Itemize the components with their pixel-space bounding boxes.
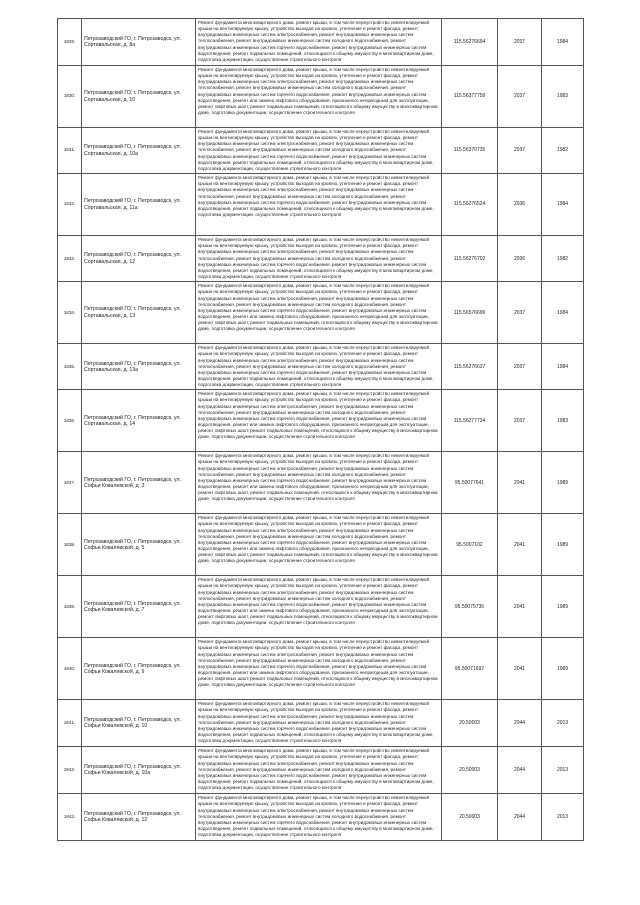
works-description-cell: Ремонт фундамента многоквартирного дома, ремонт крыши, в том числе переустройство невентилируемой крыши на вентилируемую крышу, устройство выходов на кровлю, утепление и ремонт фасада, ремонт внутридомовых инженерных систем электроснабжения, ремонт внутридомовых инженерных систем теплоснабжения, ремонт внутридомовых инженерных систем холодного водоснабжения, ремонт внутридомовых инженерных систем горячего водоснабжения, ремонт внутридомовых инженерных систем водоотведения, ремонт или замена лифтового оборудования, признанного непригодным для эксплуатации, ремонт лифтовых шахт, ремонт подвальных помещений, относящихся к общему имуществу в многоквартирном доме, подготовка документации, осуществление строительного контроля <box>196 576 442 638</box>
build-year-cell: 2013 <box>542 794 584 841</box>
planned-year-cell: 2036 <box>498 236 542 282</box>
planned-year-cell: 2037 <box>498 390 542 452</box>
works-description-cell: Ремонт фундамента многоквартирного дома, ремонт крыши, в том числе переустройство невентилируемой крыши на вентилируемую крышу, устройство выходов на кровлю, утепление и ремонт фасада, ремонт внутридомовых инженерных систем электроснабжения, ремонт внутридомовых инженерных систем теплоснабжения, ремонт внутридомовых инженерных систем холодного водоснабжения, ремонт внутридомовых инженерных систем горячего водоснабжения, ремонт внутридомовых инженерных систем водоотведения, ремонт подвальных помещений, относящихся к общему имуществу в многоквартирном доме, подготовка документации, осуществление строительного контроля <box>196 19 442 66</box>
table-row <box>58 638 584 700</box>
table-row <box>58 514 584 576</box>
address-cell: Петрозаводский ГО, г. Петрозаводск, ул. Сортавальская, д. 11а <box>82 174 196 236</box>
works-description-cell: Ремонт фундамента многоквартирного дома, ремонт крыши, в том числе переустройство невентилируемой крыши на вентилируемую крышу, устройство выходов на кровлю, утепление и ремонт фасада, ремонт внутридомовых инженерных систем электроснабжения, ремонт внутридомовых инженерных систем теплоснабжения, ремонт внутридомовых инженерных систем холодного водоснабжения, ремонт внутридомовых инженерных систем горячего водоснабжения, ремонт внутридомовых инженерных систем водоотведения, ремонт подвальных помещений, относящихся к общему имуществу в многоквартирном доме, подготовка документации, осуществление строительного контроля <box>196 174 442 236</box>
address-cell: Петрозаводский ГО, г. Петрозаводск, ул. Софьи Ковалевской, д. 10а <box>82 747 196 794</box>
planned-year-cell: 2041 <box>498 638 542 700</box>
build-year-cell: 1989 <box>542 452 584 514</box>
row-number: 1840. <box>58 638 82 700</box>
address-cell: Петрозаводский ГО, г. Петрозаводск, ул. Софьи Ковалевской, д. 5 <box>82 514 196 576</box>
address-cell: Петрозаводский ГО, г. Петрозаводск, ул. Софьи Ковалевской, д. 7 <box>82 576 196 638</box>
area-cell: 20.50003 <box>442 700 498 747</box>
table-row <box>58 794 584 841</box>
build-year-cell: 2013 <box>542 747 584 794</box>
works-description-cell: Ремонт фундамента многоквартирного дома, ремонт крыши, в том числе переустройство невентилируемой крыши на вентилируемую крышу, устройство выходов на кровлю, утепление и ремонт фасада, ремонт внутридомовых инженерных систем электроснабжения, ремонт внутридомовых инженерных систем теплоснабжения, ремонт внутридомовых инженерных систем холодного водоснабжения, ремонт внутридомовых инженерных систем горячего водоснабжения, ремонт внутридомовых инженерных систем водоотведения, ремонт или замена лифтового оборудования, признанного непригодным для эксплуатации, ремонт лифтовых шахт, ремонт подвальных помещений, относящихся к общему имуществу в многоквартирном доме, подготовка документации, осуществление строительного контроля <box>196 514 442 576</box>
works-description-cell: Ремонт фундамента многоквартирного дома, ремонт крыши, в том числе переустройство невентилируемой крыши на вентилируемую крышу, устройство выходов на кровлю, утепление и ремонт фасада, ремонт внутридомовых инженерных систем электроснабжения, ремонт внутридомовых инженерных систем теплоснабжения, ремонт внутридомовых инженерных систем холодного водоснабжения, ремонт внутридомовых инженерных систем горячего водоснабжения, ремонт внутридомовых инженерных систем водоотведения, ремонт или замена лифтового оборудования, признанного непригодным для эксплуатации, ремонт лифтовых шахт, ремонт подвальных помещений, относящихся к общему имуществу в многоквартирном доме, подготовка документации, осуществление строительного контроля <box>196 638 442 700</box>
build-year-cell: 1984 <box>542 282 584 344</box>
build-year-cell: 1983 <box>542 66 584 128</box>
table-row <box>58 344 584 390</box>
table-row <box>58 390 584 452</box>
address-cell: Петрозаводский ГО, г. Петрозаводск, ул. Сортавальская, д. 14 <box>82 390 196 452</box>
area-cell: 20.50003 <box>442 794 498 841</box>
address-cell: Петрозаводский ГО, г. Петрозаводск, ул. Софьи Ковалевской, д. 10 <box>82 700 196 747</box>
row-number: 1842. <box>58 747 82 794</box>
works-description-cell: Ремонт фундамента многоквартирного дома, ремонт крыши, в том числе переустройство невентилируемой крыши на вентилируемую крышу, устройство выходов на кровлю, утепление и ремонт фасада, ремонт внутридомовых инженерных систем электроснабжения, ремонт внутридомовых инженерных систем теплоснабжения, ремонт внутридомовых инженерных систем холодного водоснабжения, ремонт внутридомовых инженерных систем горячего водоснабжения, ремонт внутридомовых инженерных систем водоотведения, ремонт подвальных помещений, относящихся к общему имуществу в многоквартирном доме, подготовка документации, осуществление строительного контроля <box>196 700 442 747</box>
area-cell: 115.56276694 <box>442 19 498 66</box>
build-year-cell: 2013 <box>542 700 584 747</box>
document-page <box>57 18 583 841</box>
planned-year-cell: 2044 <box>498 747 542 794</box>
row-number: 1830. <box>58 66 82 128</box>
row-number: 1837. <box>58 452 82 514</box>
table-row <box>58 66 584 128</box>
address-cell: Петрозаводский ГО, г. Петрозаводск, ул. Сортавальская, д. 12 <box>82 236 196 282</box>
row-number: 1831. <box>58 128 82 174</box>
table-row <box>58 19 584 66</box>
table-row <box>58 700 584 747</box>
table-row <box>58 128 584 174</box>
address-cell: Петрозаводский ГО, г. Петрозаводск, ул. Сортавальская, д. 13 <box>82 282 196 344</box>
build-year-cell: 1984 <box>542 344 584 390</box>
area-cell: 95.50077641 <box>442 452 498 514</box>
row-number: 1843. <box>58 794 82 841</box>
works-description-cell: Ремонт фундамента многоквартирного дома, ремонт крыши, в том числе переустройство невентилируемой крыши на вентилируемую крышу, устройство выходов на кровлю, утепление и ремонт фасада, ремонт внутридомовых инженерных систем электроснабжения, ремонт внутридомовых инженерных систем теплоснабжения, ремонт внутридомовых инженерных систем холодного водоснабжения, ремонт внутридомовых инженерных систем горячего водоснабжения, ремонт внутридомовых инженерных систем водоотведения, ремонт подвальных помещений, относящихся к общему имуществу в многоквартирном доме, подготовка документации, осуществление строительного контроля <box>196 747 442 794</box>
build-year-cell: 1984 <box>542 19 584 66</box>
works-description-cell: Ремонт фундамента многоквартирного дома, ремонт крыши, в том числе переустройство невентилируемой крыши на вентилируемую крышу, устройство выходов на кровлю, утепление и ремонт фасада, ремонт внутридомовых инженерных систем электроснабжения, ремонт внутридомовых инженерных систем теплоснабжения, ремонт внутридомовых инженерных систем холодного водоснабжения, ремонт внутридомовых инженерных систем горячего водоснабжения, ремонт внутридомовых инженерных систем водоотведения, ремонт подвальных помещений, относящихся к общему имуществу в многоквартирном доме, подготовка документации, осуществление строительного контроля <box>196 794 442 841</box>
build-year-cell: 1989 <box>542 638 584 700</box>
planned-year-cell: 2044 <box>498 794 542 841</box>
planned-year-cell: 2041 <box>498 452 542 514</box>
address-cell: Петрозаводский ГО, г. Петрозаводск, ул. Сортавальская, д. 13а <box>82 344 196 390</box>
table-row <box>58 174 584 236</box>
planned-year-cell: 2036 <box>498 174 542 236</box>
works-description-cell: Ремонт фундамента многоквартирного дома, ремонт крыши, в том числе переустройство невентилируемой крыши на вентилируемую крышу, устройство выходов на кровлю, утепление и ремонт фасада, ремонт внутридомовых инженерных систем электроснабжения, ремонт внутридомовых инженерных систем теплоснабжения, ремонт внутридомовых инженерных систем холодного водоснабжения, ремонт внутридомовых инженерных систем горячего водоснабжения, ремонт внутридомовых инженерных систем водоотведения, ремонт или замена лифтового оборудования, признанного непригодным для эксплуатации, ремонт лифтовых шахт, ремонт подвальных помещений, относящихся к общему имуществу в многоквартирном доме, подготовка документации, осуществление строительного контроля <box>196 452 442 514</box>
build-year-cell: 1982 <box>542 236 584 282</box>
area-cell: 115.56276524 <box>442 174 498 236</box>
table-row <box>58 576 584 638</box>
row-number: 1833. <box>58 236 82 282</box>
planned-year-cell: 2041 <box>498 514 542 576</box>
planned-year-cell: 2041 <box>498 576 542 638</box>
table-row <box>58 282 584 344</box>
table-row <box>58 236 584 282</box>
row-number: 1829. <box>58 19 82 66</box>
works-description-cell: Ремонт фундамента многоквартирного дома, ремонт крыши, в том числе переустройство невентилируемой крыши на вентилируемую крышу, устройство выходов на кровлю, утепление и ремонт фасада, ремонт внутридомовых инженерных систем электроснабжения, ремонт внутридомовых инженерных систем теплоснабжения, ремонт внутридомовых инженерных систем холодного водоснабжения, ремонт внутридомовых инженерных систем горячего водоснабжения, ремонт внутридомовых инженерных систем водоотведения, ремонт подвальных помещений, относящихся к общему имуществу в многоквартирном доме, подготовка документации, осуществление строительного контроля <box>196 128 442 174</box>
address-cell: Петрозаводский ГО, г. Петрозаводск, ул. Софьи Ковалевской, д. 12 <box>82 794 196 841</box>
area-cell: 95.50071692 <box>442 638 498 700</box>
area-cell: 115.56377759 <box>442 66 498 128</box>
row-number: 1834. <box>58 282 82 344</box>
address-cell: Петрозаводский ГО, г. Петрозаводск, ул. Софьи Ковалевской, д. 9 <box>82 638 196 700</box>
repair-program-table <box>57 18 584 841</box>
address-cell: Петрозаводский ГО, г. Петрозаводск, ул. Сортавальская, д. 10 <box>82 66 196 128</box>
area-cell: 95.5007102 <box>442 514 498 576</box>
table-row <box>58 747 584 794</box>
area-cell: 115.56277734 <box>442 390 498 452</box>
table-body <box>58 19 584 841</box>
area-cell: 115.56276637 <box>442 344 498 390</box>
address-cell: Петрозаводский ГО, г. Петрозаводск, ул. Софьи Ковалевской, д. 3 <box>82 452 196 514</box>
table-row <box>58 452 584 514</box>
planned-year-cell: 2037 <box>498 344 542 390</box>
row-number: 1841. <box>58 700 82 747</box>
address-cell: Петрозаводский ГО, г. Петрозаводск, ул. Сортавальская, д. 8а <box>82 19 196 66</box>
row-number: 1839. <box>58 576 82 638</box>
build-year-cell: 1989 <box>542 514 584 576</box>
area-cell: 20.50003 <box>442 747 498 794</box>
works-description-cell: Ремонт фундамента многоквартирного дома, ремонт крыши, в том числе переустройство невентилируемой крыши на вентилируемую крышу, устройство выходов на кровлю, утепление и ремонт фасада, ремонт внутридомовых инженерных систем электроснабжения, ремонт внутридомовых инженерных систем теплоснабжения, ремонт внутридомовых инженерных систем холодного водоснабжения, ремонт внутридомовых инженерных систем горячего водоснабжения, ремонт внутридомовых инженерных систем водоотведения, ремонт подвальных помещений, относящихся к общему имуществу в многоквартирном доме, подготовка документации, осуществление строительного контроля <box>196 236 442 282</box>
build-year-cell: 1984 <box>542 174 584 236</box>
build-year-cell: 1989 <box>542 576 584 638</box>
planned-year-cell: 2037 <box>498 66 542 128</box>
row-number: 1836. <box>58 390 82 452</box>
planned-year-cell: 2044 <box>498 700 542 747</box>
row-number: 1835. <box>58 344 82 390</box>
planned-year-cell: 2037 <box>498 128 542 174</box>
planned-year-cell: 2037 <box>498 19 542 66</box>
works-description-cell: Ремонт фундамента многоквартирного дома, ремонт крыши, в том числе переустройство невентилируемой крыши на вентилируемую крышу, устройство выходов на кровлю, утепление и ремонт фасада, ремонт внутридомовых инженерных систем электроснабжения, ремонт внутридомовых инженерных систем теплоснабжения, ремонт внутридомовых инженерных систем холодного водоснабжения, ремонт внутридомовых инженерных систем горячего водоснабжения, ремонт внутридомовых инженерных систем водоотведения, ремонт или замена лифтового оборудования, признанного непригодным для эксплуатации, ремонт лифтовых шахт, ремонт подвальных помещений, относящихся к общему имуществу в многоквартирном доме, подготовка документации, осуществление строительного контроля <box>196 66 442 128</box>
row-number: 1832. <box>58 174 82 236</box>
area-cell: 115.56276702 <box>442 236 498 282</box>
area-cell: 115.56576696 <box>442 282 498 344</box>
area-cell: 95.50075736 <box>442 576 498 638</box>
build-year-cell: 1983 <box>542 390 584 452</box>
row-number: 1838. <box>58 514 82 576</box>
planned-year-cell: 2037 <box>498 282 542 344</box>
build-year-cell: 1982 <box>542 128 584 174</box>
address-cell: Петрозаводский ГО, г. Петрозаводск, ул. Сортавальская, д. 10а <box>82 128 196 174</box>
works-description-cell: Ремонт фундамента многоквартирного дома, ремонт крыши, в том числе переустройство невентилируемой крыши на вентилируемую крышу, устройство выходов на кровлю, утепление и ремонт фасада, ремонт внутридомовых инженерных систем электроснабжения, ремонт внутридомовых инженерных систем теплоснабжения, ремонт внутридомовых инженерных систем холодного водоснабжения, ремонт внутридомовых инженерных систем горячего водоснабжения, ремонт внутридомовых инженерных систем водоотведения, ремонт или замена лифтового оборудования, признанного непригодным для эксплуатации, ремонт лифтовых шахт, ремонт подвальных помещений, относящихся к общему имуществу в многоквартирном доме, подготовка документации, осуществление строительного контроля <box>196 390 442 452</box>
works-description-cell: Ремонт фундамента многоквартирного дома, ремонт крыши, в том числе переустройство невентилируемой крыши на вентилируемую крышу, устройство выходов на кровлю, утепление и ремонт фасада, ремонт внутридомовых инженерных систем электроснабжения, ремонт внутридомовых инженерных систем теплоснабжения, ремонт внутридомовых инженерных систем холодного водоснабжения, ремонт внутридомовых инженерных систем горячего водоснабжения, ремонт внутридомовых инженерных систем водоотведения, ремонт подвальных помещений, относящихся к общему имуществу в многоквартирном доме, подготовка документации, осуществление строительного контроля <box>196 344 442 390</box>
area-cell: 115.56370735 <box>442 128 498 174</box>
works-description-cell: Ремонт фундамента многоквартирного дома, ремонт крыши, в том числе переустройство невентилируемой крыши на вентилируемую крышу, устройство выходов на кровлю, утепление и ремонт фасада, ремонт внутридомовых инженерных систем электроснабжения, ремонт внутридомовых инженерных систем теплоснабжения, ремонт внутридомовых инженерных систем холодного водоснабжения, ремонт внутридомовых инженерных систем горячего водоснабжения, ремонт внутридомовых инженерных систем водоотведения, ремонт или замена лифтового оборудования, признанного непригодным для эксплуатации, ремонт лифтовых шахт, ремонт подвальных помещений, относящихся к общему имуществу в многоквартирном доме, подготовка документации, осуществление строительного контроля <box>196 282 442 344</box>
